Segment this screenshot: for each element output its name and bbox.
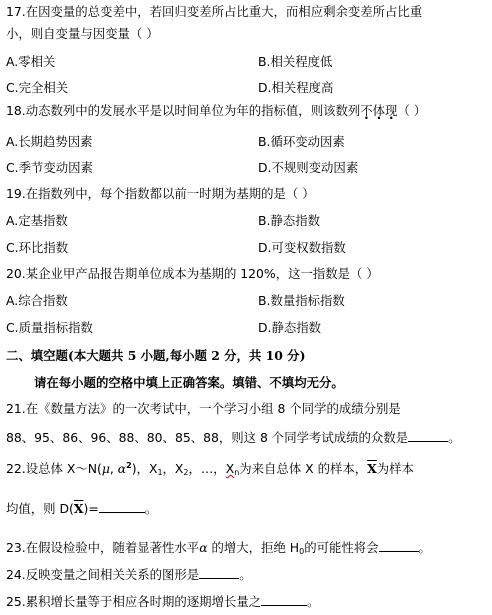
q22-subn: n [234, 468, 240, 477]
q22-xn [226, 461, 240, 476]
q18-emph-char: 体 [372, 103, 386, 118]
q23-pre: 23.在假设检验中，随着显著性水平 [6, 540, 200, 555]
q23-answer-blank[interactable] [379, 539, 419, 552]
q22-line2-post: )= [83, 501, 99, 516]
q22-mu: μ [101, 461, 110, 476]
q17-option-b: B.相关程度低 [258, 54, 333, 69]
q20-option-a: A.综合指数 [6, 293, 68, 308]
q19-option-c: C.环比指数 [6, 240, 69, 255]
q23-end: 。 [418, 540, 431, 555]
q18-option-b: B.循环变动因素 [258, 134, 345, 149]
q21-line2-text: 88、95、86、96、88、80、85、88，则这 8 个同学考试成绩的众数是 [6, 430, 409, 445]
q24-answer-blank[interactable] [199, 566, 239, 579]
q22-sub1: 1 [157, 468, 163, 477]
q23-mid: 的增大，拒绝 H [207, 540, 300, 555]
q22-square: 2 [126, 460, 132, 470]
q23-post: 的可能性将会 [304, 540, 379, 555]
q21-line1: 21.在《数量方法》的一次考试中，一个学习小组 8 个同学的成绩分别是 [6, 401, 401, 416]
q20-option-c: C.质量指标指数 [6, 320, 93, 335]
q25-text: 25.累积增长量等于相应各时期的逐期增长量之 [6, 594, 262, 609]
q18-option-d: D.不规则变动因素 [258, 160, 359, 175]
q18-option-a: A.长期趋势因素 [6, 134, 93, 149]
q22-line2-pre: 均值，则 D( [6, 501, 74, 516]
q17-option-d: D.相关程度高 [258, 80, 334, 95]
q20-stem: 20.某企业甲产品报告期单位成本为基期的 120%，这一指数是（ ） [6, 266, 379, 281]
q23-sub0: 0 [299, 547, 305, 556]
q22-text: ，X [162, 461, 184, 476]
q22-answer-blank[interactable] [99, 500, 145, 513]
q22-text: 为来自总体 X 的样本， [239, 461, 368, 476]
q18-stem [6, 103, 426, 119]
q22-sub2: 2 [183, 468, 189, 477]
q21-answer-blank[interactable] [408, 429, 448, 442]
section-instruction: 请在每小题的空格中填上正确答案。填错、不填均无分。 [34, 375, 344, 390]
q25-end: 。 [307, 594, 320, 609]
q19-option-b: B.静态指数 [258, 213, 321, 228]
q22-line2 [6, 500, 157, 517]
q18-emph-char: 不 [360, 103, 373, 118]
q25-answer-blank[interactable] [261, 593, 307, 606]
q21-end: 。 [448, 430, 461, 445]
q25-line [6, 593, 320, 610]
q22-line2-xbar: $\overline{X}$ [73, 501, 84, 516]
q22-end: 。 [144, 501, 158, 516]
q23-line [6, 539, 431, 556]
q22-xbar: $\overline{X}$ [367, 461, 377, 476]
q19-stem: 19.在指数列中，每个指数都以前一时期为基期的是（ ） [6, 186, 315, 201]
q20-option-d: D.静态指数 [258, 320, 322, 335]
q18-emph-char: 现 [385, 103, 398, 118]
q22-text: 为样本 [376, 461, 414, 476]
q17-option-a: A.零相关 [6, 54, 56, 69]
q22-line1 [6, 461, 414, 477]
q17-option-c: C.完全相关 [6, 80, 69, 95]
q19-option-a: A.定基指数 [6, 213, 68, 228]
q23-alpha: α [199, 540, 208, 555]
section-heading: 二、填空题(本大题共 5 小题,每小题 2 分，共 10 分) [6, 348, 306, 363]
q19-option-d: D.可变权数指数 [258, 240, 346, 255]
q22-text: )，X [131, 461, 158, 476]
q18-stem-text: 18.动态数列中的发展水平是以时间单位为年的指标值，则该数列 [6, 103, 361, 118]
q24-end: 。 [239, 567, 252, 582]
q18-option-c: C.季节变动因素 [6, 160, 93, 175]
q24-text: 24.反映变量之间相关关系的图形是 [6, 567, 200, 582]
q24-line [6, 566, 252, 583]
q22-pre: 22.设总体 X～N( [6, 461, 102, 476]
q20-option-b: B.数量指标指数 [258, 293, 345, 308]
q22-xn-letter: X [225, 461, 235, 476]
q22-alpha: α [117, 461, 127, 476]
q17-stem-line1: 17.在因变量的总变差中，若回归变差所占比重大，而相应剩余变差所占比重 [6, 4, 423, 19]
q22-text: ，…， [188, 461, 226, 476]
q17-stem-line2: 小，则自变量与因变量（ ） [6, 26, 159, 41]
q22-comma: , [109, 461, 118, 476]
q21-line2 [6, 429, 461, 446]
q18-stem-paren: （ ） [397, 103, 427, 118]
